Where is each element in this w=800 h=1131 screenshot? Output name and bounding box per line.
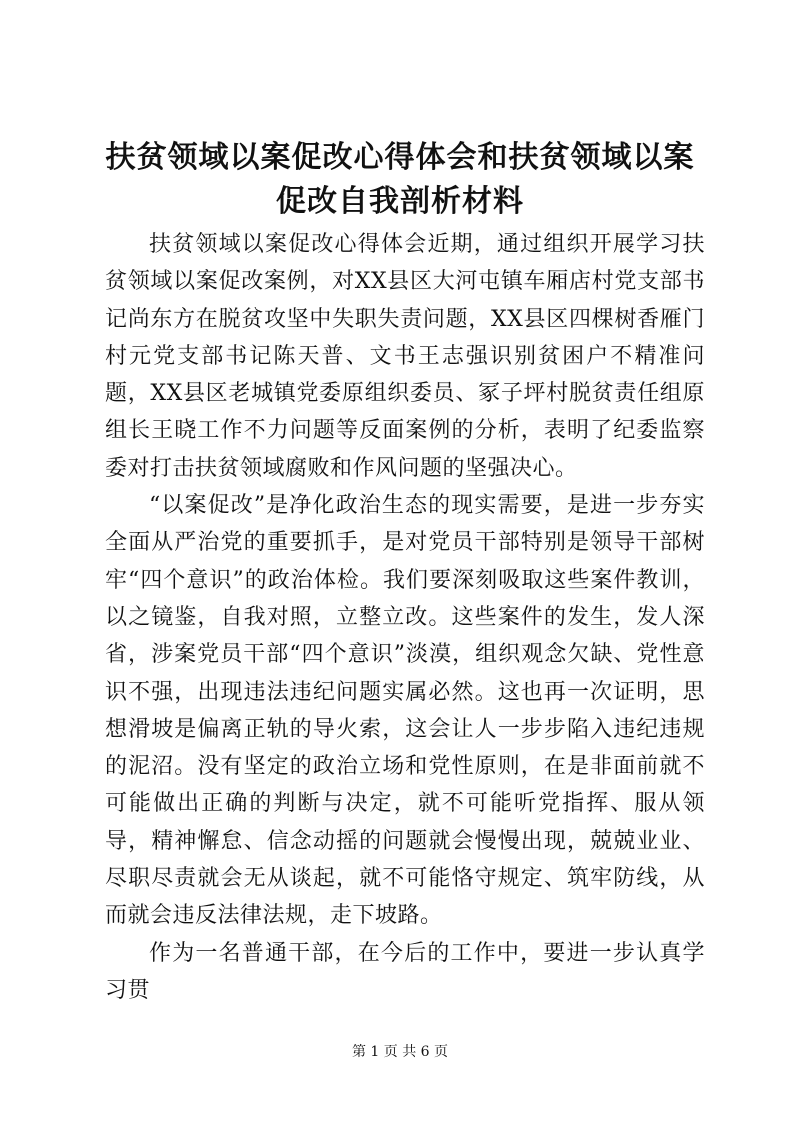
document-body: [105, 226, 705, 1009]
document-title: 扶贫领域以案促改心得体会和扶贫领域以案促改自我剖析材料: [105, 140, 695, 219]
paragraph-2: “以案促改”是净化政治生态的现实需要，是进一步夯实全面从严治党的重要抓手，是对党员干部特别是领导干部树牢“四个意识”的政治体检。我们要深刻吸取这些案件教训，以之镜鉴，自我对照，立整立改。这些案件的发生，发人深省，涉案党员干部“四个意识”淡漠，组织观念欠缺、党性意识不强，出现违法违纪问题实属必然。这也再一次证明，思想滑坡是偏离正轨的导火索，这会让人一步步陷入违纪违规的泥沼。没有坚定的政治立场和党性原则，在是非面前就不可能做出正确的判断与决定，就不可能听党指挥、服从领导，精神懈怠、信念动摇的问题就会慢慢出现，兢兢业业、尽职尽责就会无从谈起，就不可能恪守规定、筑牢防线，从而就会违反法律法规，走下坡路。: [105, 493, 705, 929]
paragraph-1: 扶贫领域以案促改心得体会近期，通过组织开展学习扶贫领域以案促改案例，对XX县区大河屯镇车厢店村党支部书记尚东方在脱贫攻坚中失职失责问题，XX县区四棵树香雁门村元党支部书记陈天普、文书王志强识别贫困户不精准问题，XX县区老城镇党委原组织委员、冢子坪村脱贫责任组原组长王晓工作不力问题等反面案例的分析，表明了纪委监察委对打击扶贫领域腐败和作风问题的坚强决心。: [105, 232, 705, 481]
paragraph-3: 作为一名普通干部，在今后的工作中，要进一步认真学习贯: [105, 940, 705, 1003]
page-number-footer: 第 1 页 共 6 页: [351, 1044, 449, 1060]
